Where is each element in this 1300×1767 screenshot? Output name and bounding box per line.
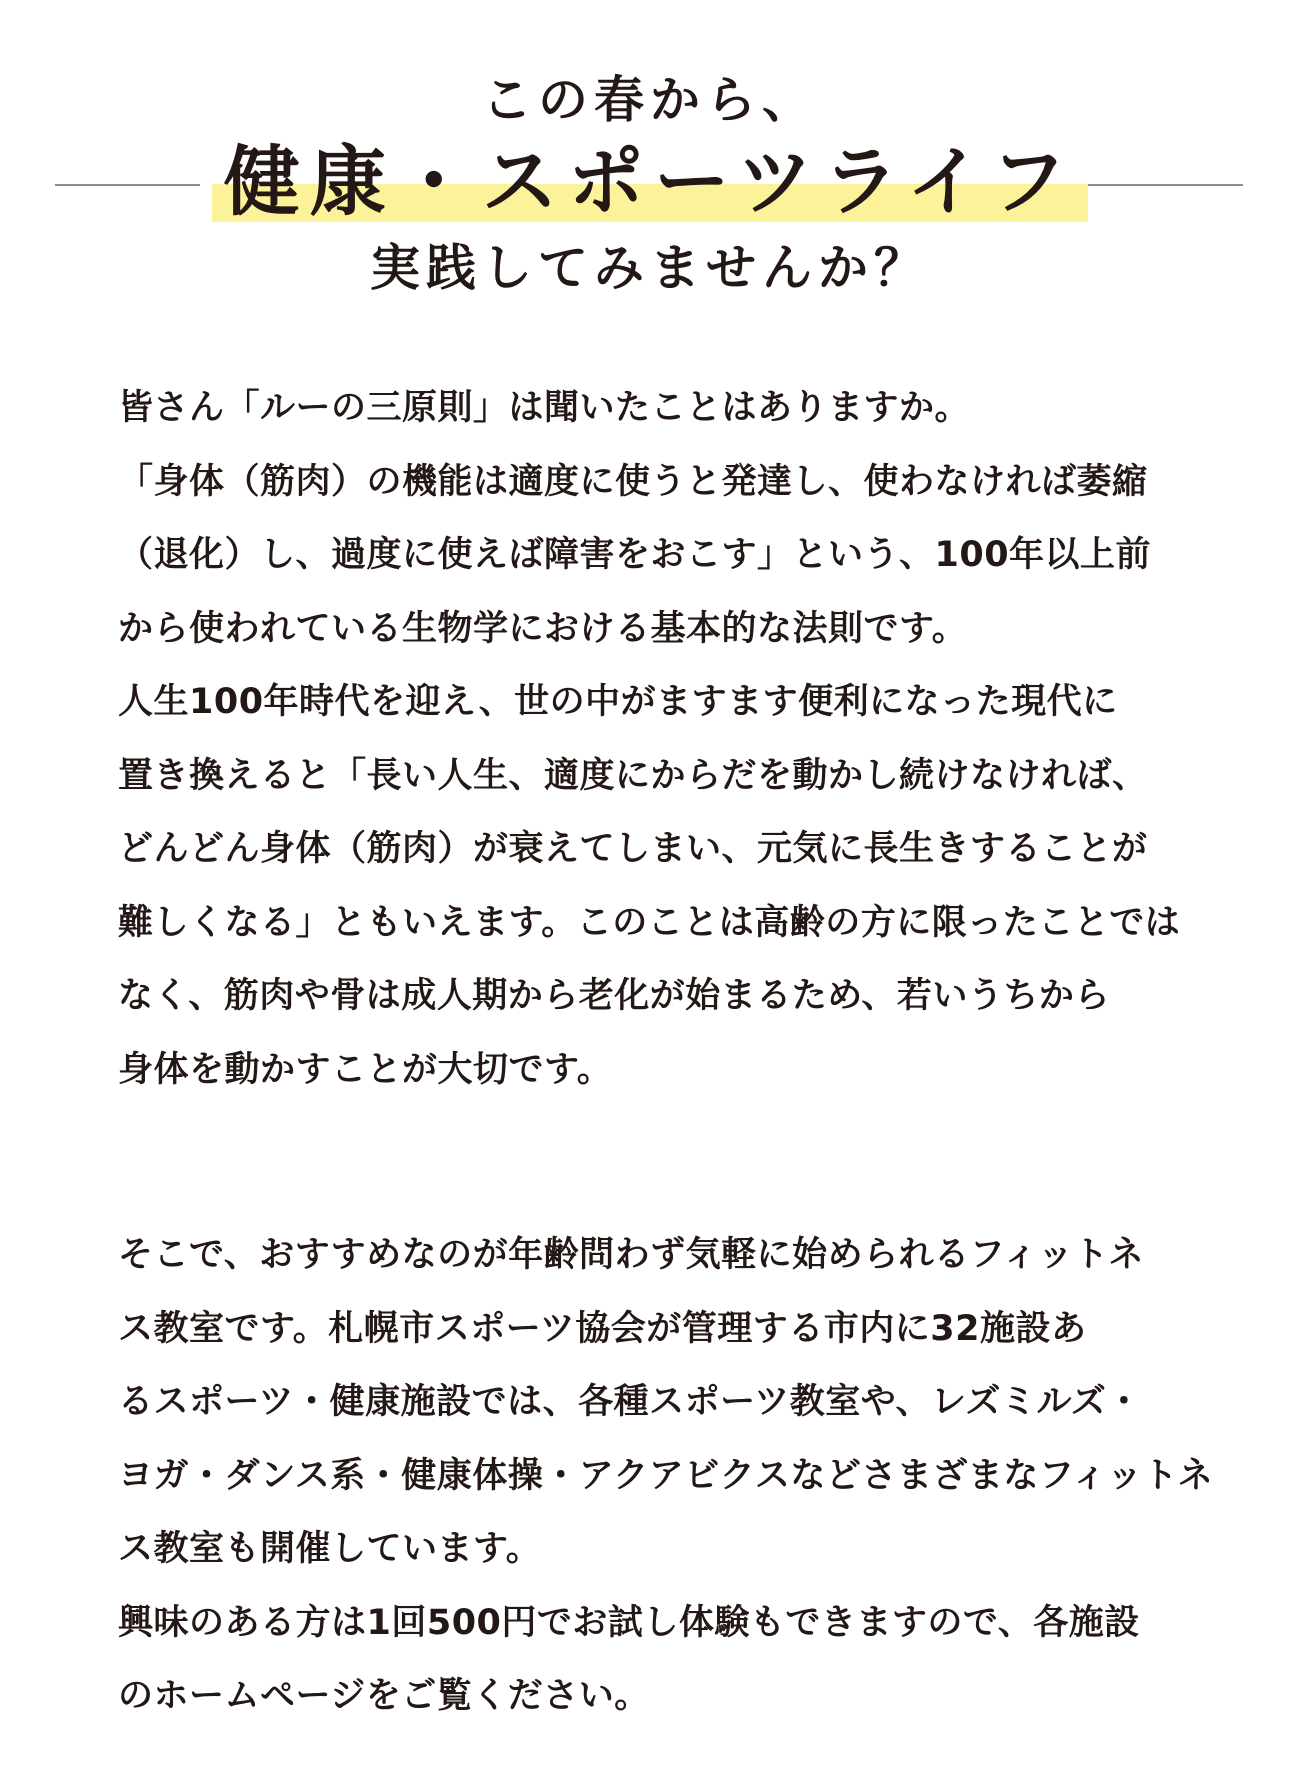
text-line: 皆さん「ルーの三原則」は聞いたことはありますか。 xyxy=(118,388,971,428)
text-line: のホームページをご覧ください。 xyxy=(118,1676,650,1716)
body-text xyxy=(118,372,1214,1734)
text-line: どんどん身体（筋肉）が衰えてしまい、元気に長生きすることが xyxy=(118,829,1148,869)
text-line: そこで、おすすめなのが年齢問わず気軽に始められるフィットネ xyxy=(118,1235,1145,1275)
paragraph-intro xyxy=(118,372,1198,1107)
text-line: （退化）し、過度に使えば障害をおこす」という、100年以上前 xyxy=(118,535,1152,575)
text-line: 身体を動かすことが大切です。 xyxy=(118,1049,613,1090)
text-line: から使われている生物学における基本的な法則です。 xyxy=(118,608,968,649)
header xyxy=(0,0,1300,320)
main-title-wrap xyxy=(0,132,1300,232)
text-line: ス教室も開催しています。 xyxy=(118,1529,542,1569)
text-line: 「身体（筋肉）の機能は適度に使うと発達し、使わなければ萎縮 xyxy=(118,461,1148,502)
main-title: 健康・スポーツライフ xyxy=(212,132,1088,232)
right-divider-line xyxy=(1088,184,1243,186)
text-line: なく、筋肉や骨は成人期から老化が始まるため、若いうちから xyxy=(118,976,1110,1016)
text-line: 難しくなる」ともいえます。このことは高齢の方に限ったことでは xyxy=(118,902,1181,943)
subtitle-bottom: 実践してみませんか？ xyxy=(370,239,930,297)
paragraph-spacer xyxy=(118,1107,1198,1219)
text-line: 置き換えると「長い人生、適度にからだを動かし続けなければ、 xyxy=(118,755,1148,796)
text-line: ヨガ・ダンス系・健康体操・アクアビクスなどさまざまなフィットネ xyxy=(118,1455,1214,1496)
text-line: 人生100年時代を迎え、世の中がますます便利になった現代に xyxy=(118,682,1118,722)
text-line: 興味のある方は1回500円でお試し体験もできますので、各施設 xyxy=(118,1602,1140,1643)
paragraph-fitness xyxy=(118,1219,1214,1734)
text-line: ス教室です。札幌市スポーツ協会が管理する市内に32施設あ xyxy=(118,1308,1087,1349)
text-line: るスポーツ・健康施設では、各種スポーツ教室や、レズミルズ・ xyxy=(118,1382,1142,1422)
subtitle-top: この春から、 xyxy=(482,71,818,129)
